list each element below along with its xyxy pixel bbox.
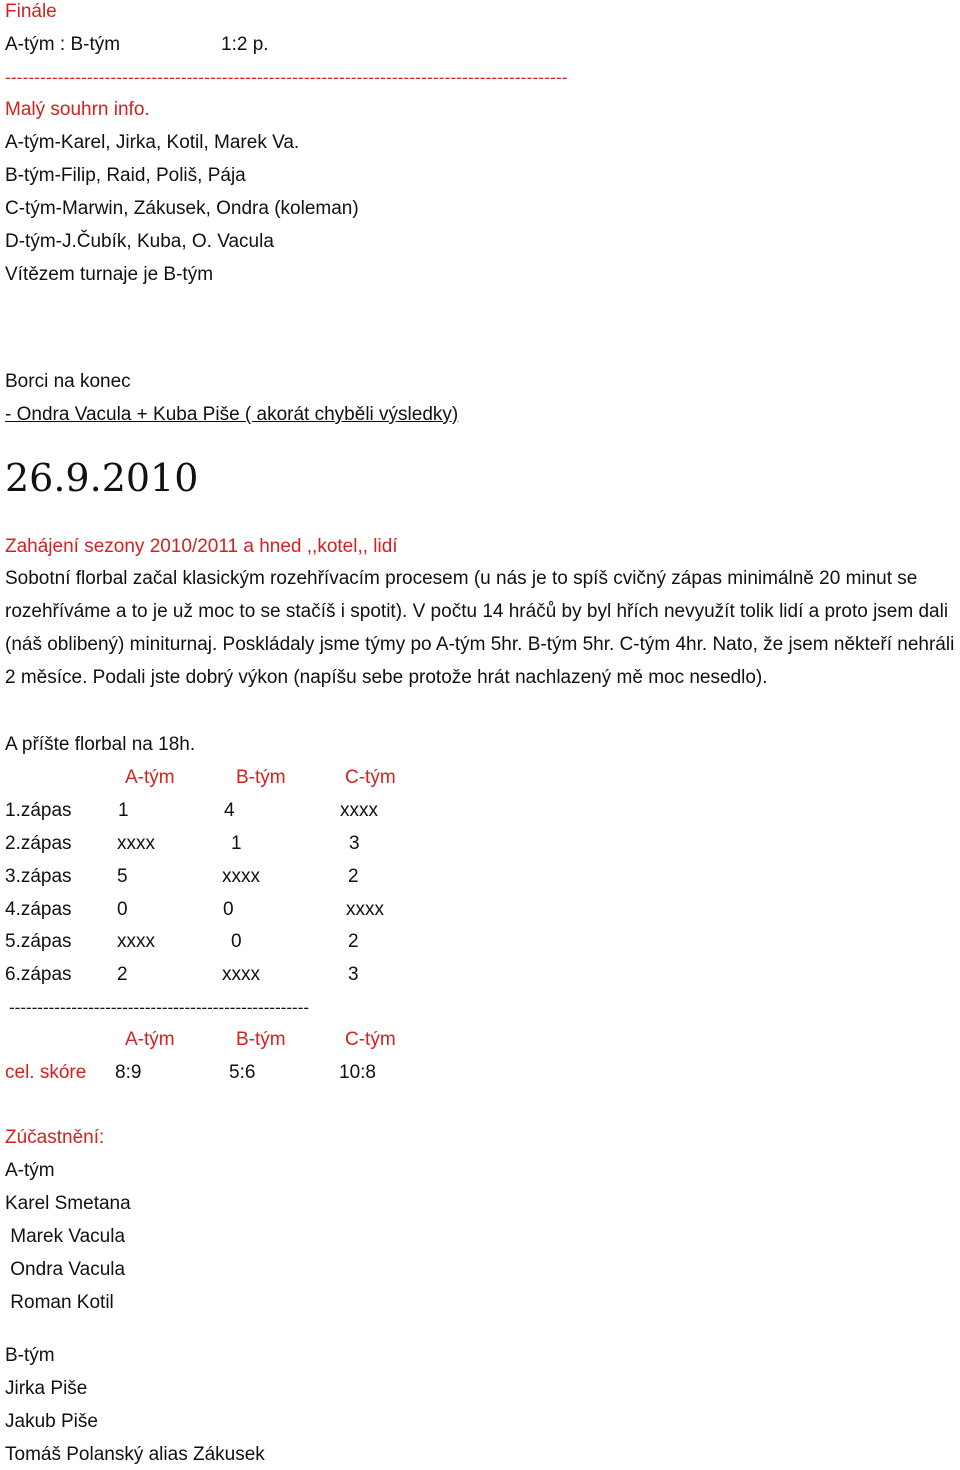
match-row-b: 4 bbox=[224, 800, 235, 821]
totals-b: 5:6 bbox=[229, 1062, 256, 1083]
match-row-a: 5 bbox=[117, 866, 128, 887]
participant-name: Jirka Piše bbox=[5, 1378, 88, 1399]
match-row-a: 0 bbox=[117, 899, 128, 920]
season-body-part-3: Podali jste dobrý výkon (napíšu sebe protože hrát nachlazený mě moc nesedlo). bbox=[92, 667, 768, 688]
summary-team-c: C-tým-Marwin, Zákusek, Ondra (koleman) bbox=[5, 198, 359, 219]
summary-winner: Vítězem turnaje je B-tým bbox=[5, 264, 214, 285]
match-row-c: 3 bbox=[349, 833, 360, 854]
participant-name: Ondra Vacula bbox=[5, 1259, 126, 1280]
match-row-c: xxxx bbox=[346, 899, 384, 920]
match-row-c: 3 bbox=[348, 964, 359, 985]
match-row-a: xxxx bbox=[117, 931, 155, 952]
match-row-a: 2 bbox=[117, 964, 128, 985]
match-row-b: xxxx bbox=[222, 964, 260, 985]
match-row-b: 0 bbox=[223, 899, 234, 920]
finale-heading: Finále bbox=[5, 1, 57, 22]
match-row-label: 5.zápas bbox=[5, 931, 72, 952]
participants-team-a-label: A-tým bbox=[5, 1160, 55, 1181]
match-row-a: 1 bbox=[118, 800, 129, 821]
fighters-heading: Borci na konec bbox=[5, 371, 131, 392]
match-row-c: xxxx bbox=[340, 800, 378, 821]
season-body bbox=[5, 562, 957, 694]
match-row-label: 2.zápas bbox=[5, 833, 72, 854]
match-row-b: xxxx bbox=[222, 866, 260, 887]
summary-team-a: A-tým-Karel, Jirka, Kotil, Marek Va. bbox=[5, 132, 300, 153]
date-heading: 26.9.2010 bbox=[5, 456, 199, 500]
match-row-a: xxxx bbox=[117, 833, 155, 854]
match-row-label: 1.zápas bbox=[5, 800, 72, 821]
totals-header-c: C-tým bbox=[345, 1029, 396, 1050]
match-row-label: 4.zápas bbox=[5, 899, 72, 920]
finale-separator: ------------------------------------------------------------------------------------------------ bbox=[5, 68, 568, 87]
matches-header-b: B-tým bbox=[236, 767, 286, 788]
finale-score: 1:2 p. bbox=[221, 34, 269, 55]
match-row-c: 2 bbox=[348, 866, 359, 887]
totals-header-a: A-tým bbox=[125, 1029, 175, 1050]
summary-team-d: D-tým-J.Čubík, Kuba, O. Vacula bbox=[5, 231, 274, 252]
season-body-part-2: V počtu 14 hráčů by byl hřích nevyužít tolik lidí a proto jsem dali (náš oblibený) miniturnaj. Poskládaly jsme týmy po A-tým 5hr. B-tým 5hr. C-tým 4hr. Nato, že jsem někteří nehráli 2 měsíce. bbox=[5, 601, 955, 688]
totals-c: 10:8 bbox=[339, 1062, 376, 1083]
season-heading: Zahájení sezony 2010/2011 a hned ,,kotel,, lidí bbox=[5, 536, 398, 557]
participant-name: Marek Vacula bbox=[5, 1226, 126, 1247]
match-row-label: 3.zápas bbox=[5, 866, 72, 887]
summary-team-b: B-tým-Filip, Raid, Poliš, Pája bbox=[5, 165, 246, 186]
fighters-names: - Ondra Vacula + Kuba Piše ( akorát chyběli výsledky) bbox=[5, 404, 459, 425]
totals-header-b: B-tým bbox=[236, 1029, 286, 1050]
match-row-b: 1 bbox=[231, 833, 242, 854]
participants-heading: Zúčastnění: bbox=[5, 1127, 105, 1148]
season-next: A příšte florbal na 18h. bbox=[5, 734, 196, 755]
participant-name: Karel Smetana bbox=[5, 1193, 131, 1214]
totals-a: 8:9 bbox=[115, 1062, 142, 1083]
summary-heading: Malý souhrn info. bbox=[5, 99, 150, 120]
participants-team-b-label: B-tým bbox=[5, 1345, 55, 1366]
match-row-label: 6.zápas bbox=[5, 964, 72, 985]
totals-label: cel. skóre bbox=[5, 1062, 87, 1083]
season-body-part-1: Sobotní florbal začal klasickým rozehřívacím procesem (u nás je to spíš cvičný zápas minimálně 20 minut se rozehříváme a to je už moc to se stačíš i spotit). bbox=[5, 568, 918, 622]
participant-name: Roman Kotil bbox=[5, 1292, 114, 1313]
matches-header-a: A-tým bbox=[125, 767, 175, 788]
participant-name: Jakub Piše bbox=[5, 1411, 98, 1432]
finale-result: A-tým : B-tým bbox=[5, 34, 121, 55]
match-row-c: 2 bbox=[348, 931, 359, 952]
matches-separator: ----------------------------------------------------- bbox=[9, 998, 310, 1017]
participant-name: Tomáš Polanský alias Zákusek bbox=[5, 1444, 265, 1465]
match-row-b: 0 bbox=[231, 931, 242, 952]
matches-header-c: C-tým bbox=[345, 767, 396, 788]
